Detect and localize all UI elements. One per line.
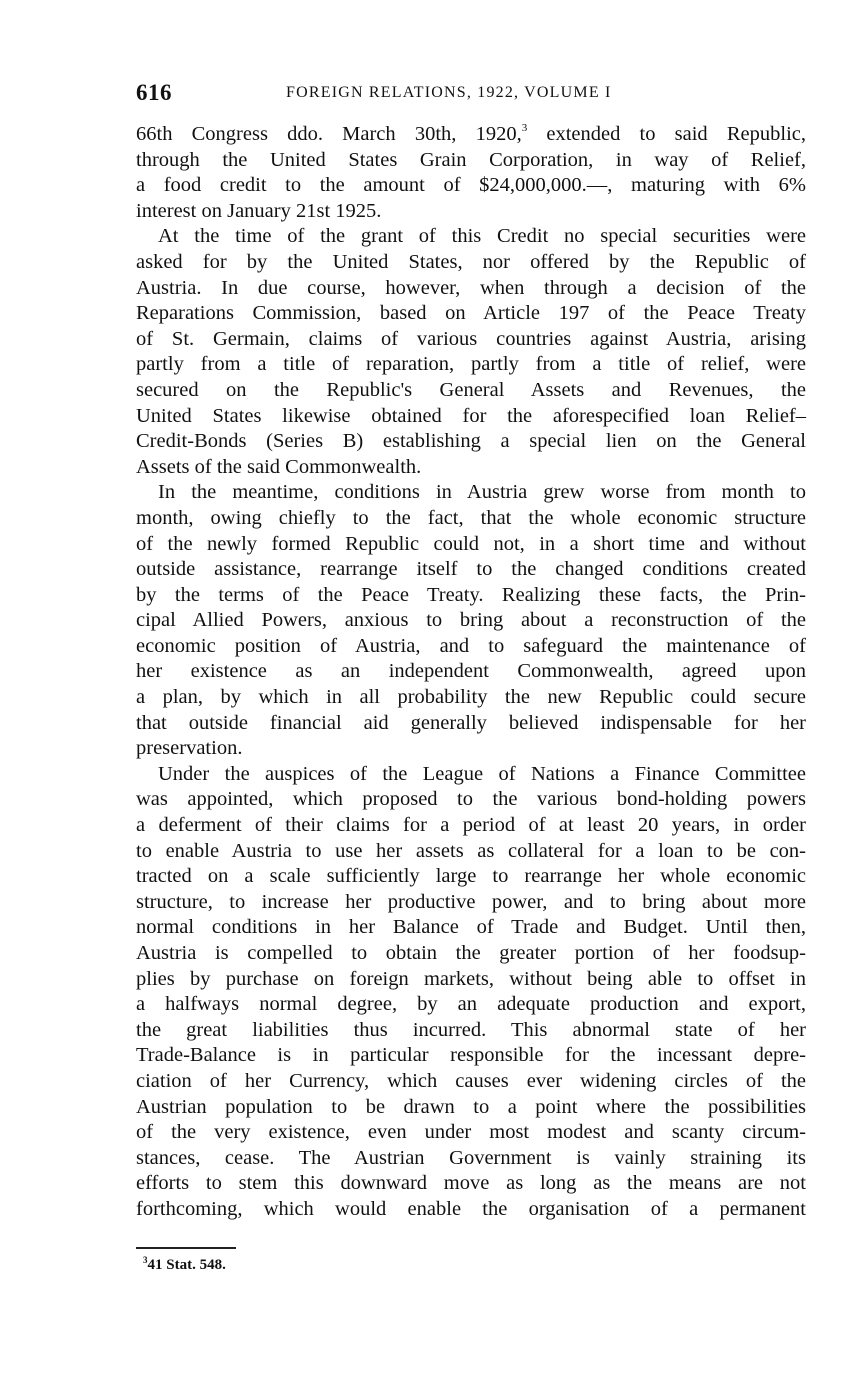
text-line: by the terms of the Peace Treaty. Realizing these facts, the Prin- bbox=[136, 583, 806, 606]
paragraph-2 bbox=[136, 224, 806, 480]
page-number: 616 bbox=[136, 80, 172, 105]
paragraph-1 bbox=[136, 122, 806, 224]
text-line: ciation of her Currency, which causes ever widening circles of the bbox=[136, 1069, 806, 1092]
text-line: Austrian population to be drawn to a point where the possibilities bbox=[136, 1095, 806, 1118]
text-line: plies by purchase on foreign markets, without being able to offset in bbox=[136, 967, 806, 990]
footnote bbox=[143, 1257, 226, 1274]
text-line: Credit-Bonds (Series B) establishing a special lien on the General bbox=[136, 430, 806, 453]
footnote-reference: 3 bbox=[521, 122, 528, 134]
text-line: through the United States Grain Corporation, in way of Relief, bbox=[136, 148, 806, 171]
text-line: 66th Congress ddo. March 30th, 1920,$^3$ extended to said Republic, bbox=[136, 122, 806, 145]
text-line: a deferment of their claims for a period of at least 20 years, in order bbox=[136, 814, 806, 837]
text-line: her existence as an independent Commonwealth, agreed upon bbox=[136, 660, 806, 683]
text-line: asked for by the United States, nor offered by the Republic of bbox=[136, 250, 806, 273]
running-title: FOREIGN RELATIONS, 1922, VOLUME I bbox=[286, 84, 612, 101]
paragraph-3 bbox=[136, 480, 806, 762]
footnote-marker: 3 bbox=[143, 1255, 148, 1265]
text-line: of St. Germain, claims of various countries against Austria, arising bbox=[136, 327, 806, 350]
text-line: the great liabilities thus incurred. This abnormal state of her bbox=[136, 1018, 806, 1041]
text-line: of the very existence, even under most modest and scanty circum- bbox=[136, 1121, 806, 1144]
text-line: tracted on a scale sufficiently large to rearrange her whole economic bbox=[136, 865, 806, 888]
text-line: In the meantime, conditions in Austria grew worse from month to bbox=[158, 481, 806, 504]
text-line: economic position of Austria, and to safeguard the maintenance of bbox=[136, 634, 806, 657]
text-line: Reparations Commission, based on Article 197 of the Peace Treaty bbox=[136, 302, 806, 325]
text-line: interest on January 21st 1925. bbox=[136, 199, 382, 222]
text-line: a plan, by which in all probability the new Republic could secure bbox=[136, 686, 806, 709]
text-line: that outside financial aid generally believed indispensable for her bbox=[136, 711, 806, 734]
text-line: partly from a title of reparation, partly from a title of relief, were bbox=[136, 353, 806, 376]
text-line: forthcoming, which would enable the organisation of a permanent bbox=[136, 1197, 806, 1220]
text-line: Under the auspices of the League of Nations a Finance Committee bbox=[158, 762, 806, 785]
text-line: to enable Austria to use her assets as collateral for a loan to be con- bbox=[136, 839, 806, 862]
text-line: structure, to increase her productive power, and to bring about more bbox=[136, 890, 806, 913]
text-line: a halfways normal degree, by an adequate production and export, bbox=[136, 993, 806, 1016]
text-line: of the newly formed Republic could not, in a short time and without bbox=[136, 532, 806, 555]
text-line: Assets of the said Commonwealth. bbox=[136, 455, 422, 478]
text-line: month, owing chiefly to the fact, that the whole economic structure bbox=[136, 506, 806, 529]
paragraph-4 bbox=[136, 762, 806, 1223]
text-line: preservation. bbox=[136, 737, 243, 760]
text-line: a food credit to the amount of $24,000,000.—, maturing with 6% bbox=[136, 174, 806, 197]
text-line: efforts to stem this downward move as long as the means are not bbox=[136, 1172, 806, 1195]
body-text bbox=[136, 122, 806, 1223]
text-line: Austria is compelled to obtain the greater portion of her foodsup- bbox=[136, 942, 806, 964]
footnote-text: 41 Stat. 548. bbox=[147, 1257, 226, 1273]
text-line: United States likewise obtained for the aforespecified loan Relief– bbox=[136, 404, 806, 427]
text-line: At the time of the grant of this Credit no special securities were bbox=[158, 225, 806, 248]
text-line: stances, cease. The Austrian Government is vainly straining its bbox=[136, 1146, 806, 1169]
text-line: was appointed, which proposed to the various bond-holding powers bbox=[136, 788, 806, 811]
footnote-divider bbox=[136, 1247, 236, 1249]
text-line: outside assistance, rearrange itself to the changed conditions created bbox=[136, 558, 806, 581]
text-line: Austria. In due course, however, when through a decision of the bbox=[136, 276, 806, 299]
page-header bbox=[136, 80, 806, 110]
text-line: normal conditions in her Balance of Trade and Budget. Until then, bbox=[136, 916, 806, 939]
text-line: secured on the Republic's General Assets and Revenues, the bbox=[136, 378, 806, 401]
text-line: cipal Allied Powers, anxious to bring about a reconstruction of the bbox=[136, 609, 806, 632]
text-line: Trade-Balance is in particular responsible for the incessant depre- bbox=[136, 1044, 806, 1067]
